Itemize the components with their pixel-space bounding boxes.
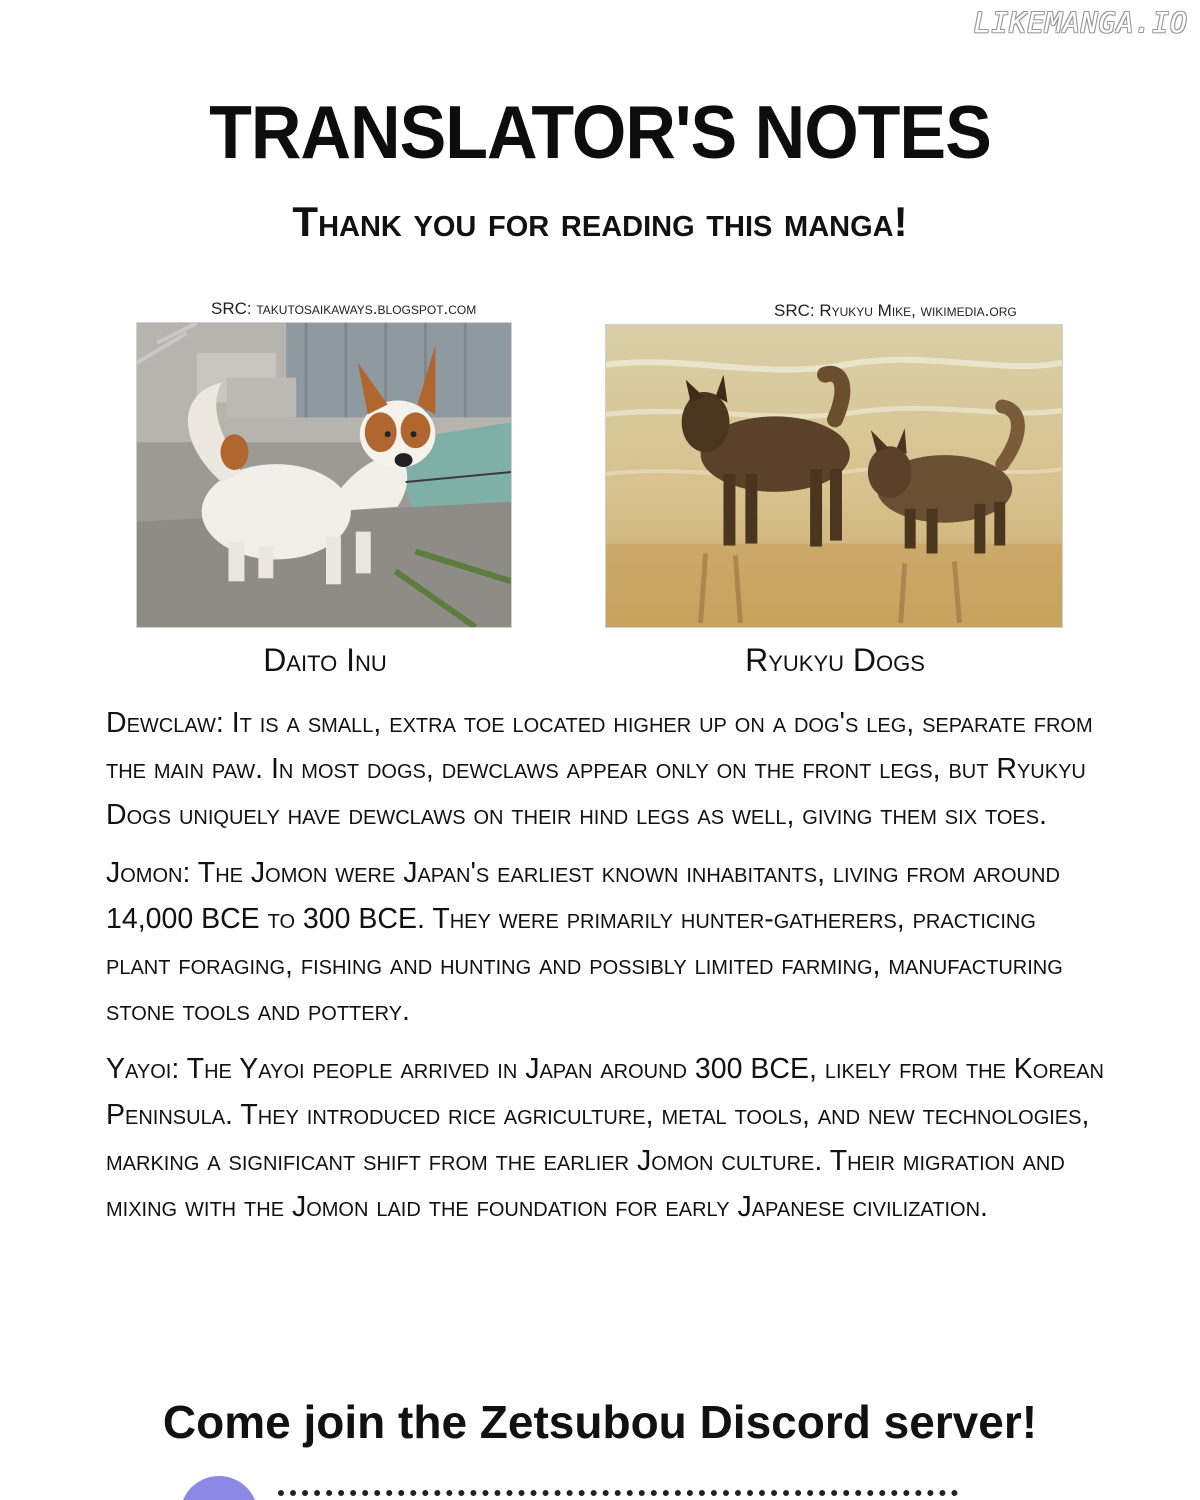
discord-avatar: [180, 1476, 258, 1500]
discord-invite-text: Come join the Zetsubou Discord server!: [162, 1396, 1038, 1448]
caption-daito-inu: Daito Inu: [263, 642, 387, 678]
image-source-ryukyu: SRC: Ryukyu Mike, wikimedia.org: [774, 301, 1017, 320]
notes-list: [106, 700, 1106, 1242]
note-text: The Yayoi people arrived in Japan around 300 BCE, likely from the Korean Peninsula. They introduced rice agriculture, metal tools, and new technologies, marking a significant shift from the earlier Jomon culture. Their migration and mixing with the Jomon laid the foundation for early Japanese civilization.: [106, 1053, 1104, 1223]
note-dewclaw: [106, 700, 1106, 838]
page-title: TRANSLATOR'S NOTES: [209, 89, 991, 175]
page-subtitle: Thank you for reading this manga!: [292, 198, 908, 245]
note-text: It is a small, extra toe located higher up on a dog's leg, separate from the main paw. In most dogs, dewclaws appear only on the front legs, but Ryukyu Dogs uniquely have dewclaws on their hind legs as well, giving them six toes.: [106, 707, 1093, 831]
note-yayoi: [106, 1046, 1106, 1230]
note-text: The Jomon were Japan's earliest known inhabitants, living from around 14,000 BCE to 300 BCE. They were primarily hunter-gatherers, practicing plant foraging, fishing and hunting and possibly limited farming, manufacturing stone tools and pottery.: [106, 857, 1063, 1027]
caption-ryukyu-dogs: Ryukyu Dogs: [745, 642, 925, 678]
note-term: Jomon:: [106, 857, 191, 889]
image-source-daito: SRC: takutosaikaways.blogspot.com: [211, 299, 477, 318]
photo-daito-inu: [136, 322, 512, 628]
photo-ryukyu-dogs: [605, 324, 1063, 628]
note-jomon: [106, 850, 1106, 1034]
note-term: Dewclaw:: [106, 707, 224, 739]
site-watermark: LIKEMANGA.IO: [973, 6, 1188, 39]
discord-link[interactable]: [278, 1490, 958, 1500]
note-term: Yayoi:: [106, 1053, 180, 1085]
